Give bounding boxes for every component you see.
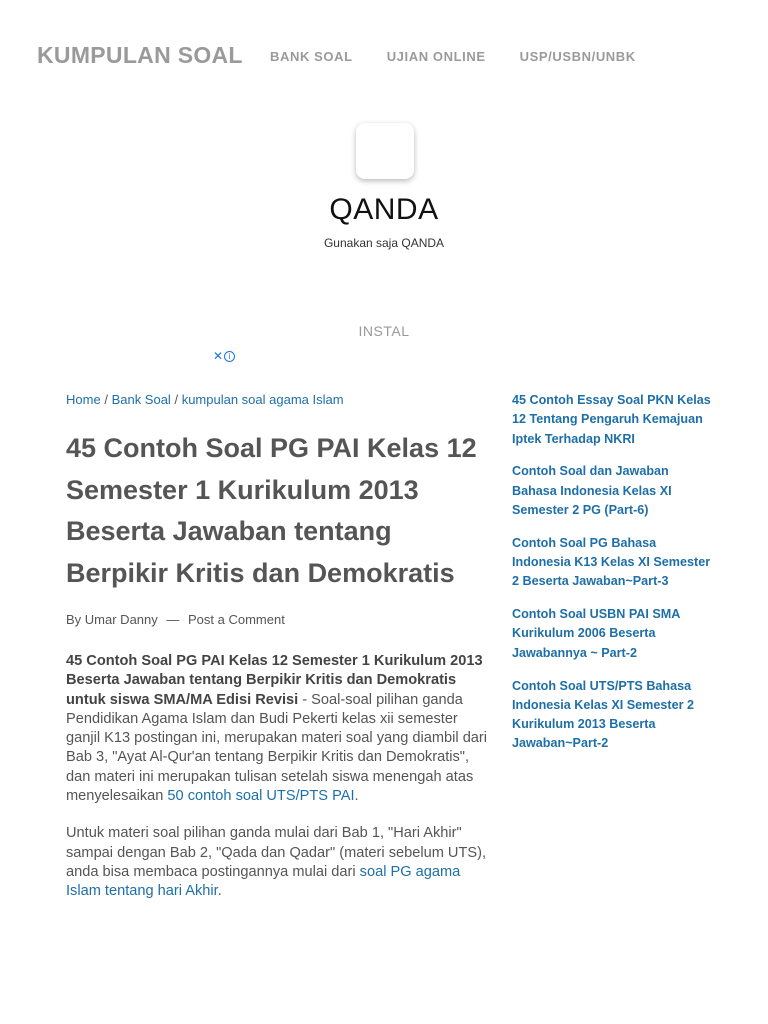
ad-app-logo[interactable] (356, 123, 414, 179)
period: . (354, 788, 359, 805)
site-title-link[interactable]: KUMPULAN SOAL (37, 42, 243, 68)
ad-install-button[interactable]: INSTAL (358, 323, 410, 339)
byline-prefix: By (66, 612, 82, 627)
post-paragraph-1 (66, 652, 491, 806)
intro-bold-text: 45 Contoh Soal PG PAI Kelas 12 Semester 1 Kurikulum 2013 Beserta Jawaban tentang Berpikir Kritis dan Demokratis untuk siswa SMA/MA Edisi Revisi (66, 653, 483, 708)
sidebar-link-pkn-essay[interactable]: 45 Contoh Essay Soal PKN Kelas 12 Tentang Pengaruh Kemajuan Iptek Terhadap NKRI (512, 393, 711, 446)
uts-pts-link[interactable]: 50 contoh soal UTS/PTS PAI (167, 788, 355, 805)
sidebar-link-uts-bindo[interactable]: Contoh Soal UTS/PTS Bahasa Indonesia Kelas XI Semester 2 Kurikulum 2013 Beserta Jawaban~Part-2 (512, 678, 694, 751)
post-body (66, 652, 491, 920)
intro-text: - Soal-soal pilihan ganda Pendidikan Agama Islam dan Budi Pekerti kelas xii semester ganjil K13 postingan ini, merupakan materi soal yang diambil dari Bab 3, "Ayat Al-Qur'an tentang Berpikir Kritis dan Demokratis", dan materi ini merupakan tulisan setelah siswa menengah atas menyelesaikan (66, 691, 488, 805)
ad-app-name[interactable]: QANDA (329, 193, 439, 226)
breadcrumb-separator: / (104, 392, 108, 407)
post-title: 45 Contoh Soal PG PAI Kelas 12 Semester 1 Kurikulum 2013 Beserta Jawaban tentang Berpikir Kritis dan Demokratis (66, 433, 477, 588)
breadcrumb-separator: / (174, 392, 179, 407)
hari-akhir-link[interactable]: soal PG agama Islam tentang hari Akhir (66, 863, 461, 900)
sidebar-link-bindo-part3[interactable]: Contoh Soal PG Bahasa Indonesia K13 Kelas XI Semester 2 Beserta Jawaban~Part-3 (512, 535, 711, 589)
sidebar-link-usbn-pai[interactable]: Contoh Soal USBN PAI SMA Kurikulum 2006 Beserta Jawabannya ~ Part-2 (512, 607, 680, 660)
site-header (0, 0, 768, 110)
ad-tagline: Gunakan saja QANDA (323, 236, 445, 250)
author-name[interactable]: Umar Danny (84, 612, 158, 627)
post-byline (66, 612, 285, 627)
ad-close-icon[interactable]: ✕ (213, 349, 224, 363)
nav-bank-soal[interactable]: BANK SOAL (270, 49, 353, 64)
breadcrumb-bank-soal[interactable]: Bank Soal (111, 392, 171, 407)
byline-dash: — (166, 612, 180, 627)
period: . (217, 883, 222, 900)
sidebar-related-posts (512, 391, 712, 767)
breadcrumb (66, 392, 344, 407)
main-nav (270, 49, 670, 64)
comment-link[interactable]: Post a Comment (188, 612, 285, 627)
breadcrumb-home[interactable]: Home (66, 392, 101, 407)
ad-info-icon[interactable]: i (224, 351, 235, 362)
post-paragraph-2 (66, 824, 491, 901)
nav-usp-usbn-unbk[interactable]: USP/USBN/UNBK (519, 49, 636, 64)
breadcrumb-category[interactable]: kumpulan soal agama Islam (181, 392, 344, 407)
nav-ujian-online[interactable]: UJIAN ONLINE (386, 49, 486, 64)
paragraph-2-text: Untuk materi soal pilihan ganda mulai dari Bab 1, "Hari Akhir" sampai dengan Bab 2, "Qada dan Qadar" (materi sebelum UTS), anda bisa membaca postingannya mulai dari (66, 825, 487, 880)
ad-controls (213, 349, 235, 363)
sidebar-link-bindo-part6[interactable]: Contoh Soal dan Jawaban Bahasa Indonesia Kelas XI Semester 2 PG (Part-6) (512, 464, 672, 517)
